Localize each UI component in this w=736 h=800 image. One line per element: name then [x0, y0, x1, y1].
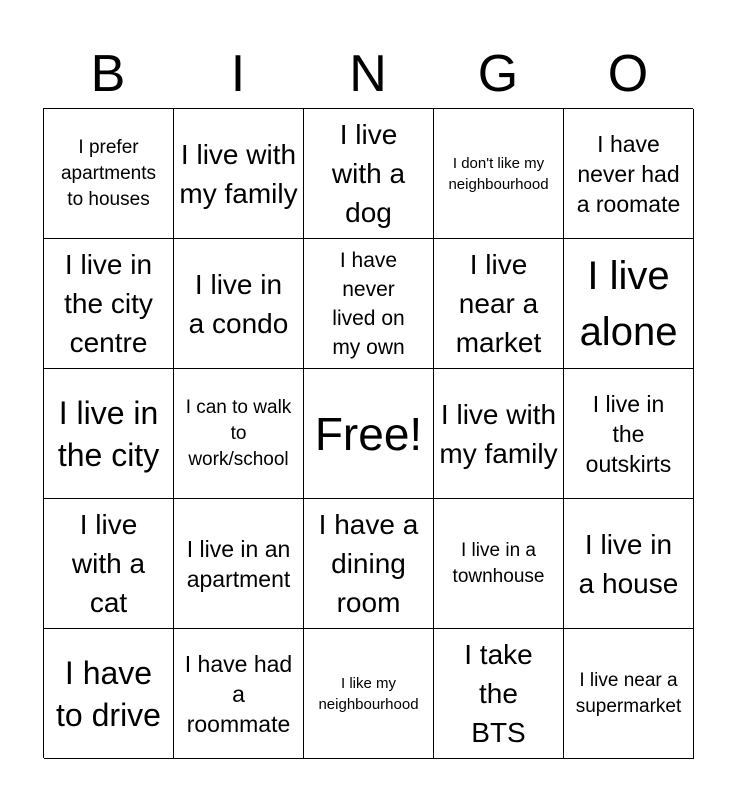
- bingo-cell[interactable]: [44, 109, 174, 239]
- bingo-cell[interactable]: [174, 369, 304, 499]
- bingo-cell[interactable]: [564, 369, 694, 499]
- cell-text: I live in the city: [57, 394, 160, 473]
- cell-text: I prefer apartments to houses: [60, 136, 157, 210]
- cell-text: I live near a supermarket: [575, 669, 682, 717]
- cell-text: I live with my family: [439, 398, 558, 469]
- cell-text: I have had a roommate: [184, 650, 293, 737]
- header-letter-o: O: [607, 45, 649, 103]
- bingo-cell[interactable]: [564, 629, 694, 759]
- bingo-cell[interactable]: [434, 109, 564, 239]
- cell-text: I don't like my neighbourhood: [448, 154, 549, 193]
- bingo-cell[interactable]: [564, 109, 694, 239]
- cell-text: I live in a house: [578, 528, 679, 599]
- cell-text: I have never had a roomate: [576, 130, 681, 217]
- bingo-cell[interactable]: [174, 239, 304, 369]
- bingo-cell[interactable]: [434, 369, 564, 499]
- cell-text: I have never lived on my own: [332, 248, 405, 359]
- cell-text: I live with a dog: [331, 119, 406, 228]
- bingo-cell[interactable]: [304, 499, 434, 629]
- bingo-cell[interactable]: [434, 499, 564, 629]
- cell-text: I have a dining room: [318, 509, 419, 618]
- cell-text: I live in a condo: [188, 268, 289, 339]
- cell-text: I live in a townhouse: [452, 539, 545, 587]
- bingo-header: [43, 40, 693, 108]
- bingo-cell[interactable]: [304, 629, 434, 759]
- bingo-board: [43, 108, 693, 758]
- cell-text: I live with my family: [179, 138, 298, 209]
- bingo-cell[interactable]: [304, 109, 434, 239]
- cell-text: I live in the city centre: [64, 249, 153, 358]
- bingo-cell[interactable]: [304, 239, 434, 369]
- cell-text: Free!: [314, 407, 423, 460]
- cell-text: I can to walk to work/school: [185, 396, 292, 470]
- bingo-cell[interactable]: [434, 239, 564, 369]
- bingo-cell[interactable]: [174, 629, 304, 759]
- header-letter-b: B: [90, 45, 126, 103]
- cell-text: I like my neighbourhood: [318, 674, 419, 713]
- cell-text: I have to drive: [56, 654, 161, 733]
- bingo-cell[interactable]: [44, 499, 174, 629]
- cell-text: I live near a market: [455, 249, 542, 358]
- header-letter-g: G: [477, 45, 519, 103]
- bingo-cell[interactable]: [44, 629, 174, 759]
- bingo-cell[interactable]: [174, 499, 304, 629]
- cell-text: I live in an apartment: [186, 535, 291, 592]
- cell-text: I live in the outskirts: [585, 390, 672, 477]
- header-letter-n: N: [349, 45, 387, 103]
- header-letter-i: I: [230, 45, 246, 103]
- cell-text: I live with a cat: [71, 509, 146, 618]
- bingo-cell[interactable]: [174, 109, 304, 239]
- bingo-cell[interactable]: [434, 629, 564, 759]
- bingo-cell[interactable]: [564, 499, 694, 629]
- bingo-cell-free[interactable]: [304, 369, 434, 499]
- cell-text: I take the BTS: [464, 639, 533, 748]
- bingo-cell[interactable]: [44, 369, 174, 499]
- bingo-cell[interactable]: [564, 239, 694, 369]
- bingo-cell[interactable]: [44, 239, 174, 369]
- cell-text: I live alone: [579, 253, 678, 354]
